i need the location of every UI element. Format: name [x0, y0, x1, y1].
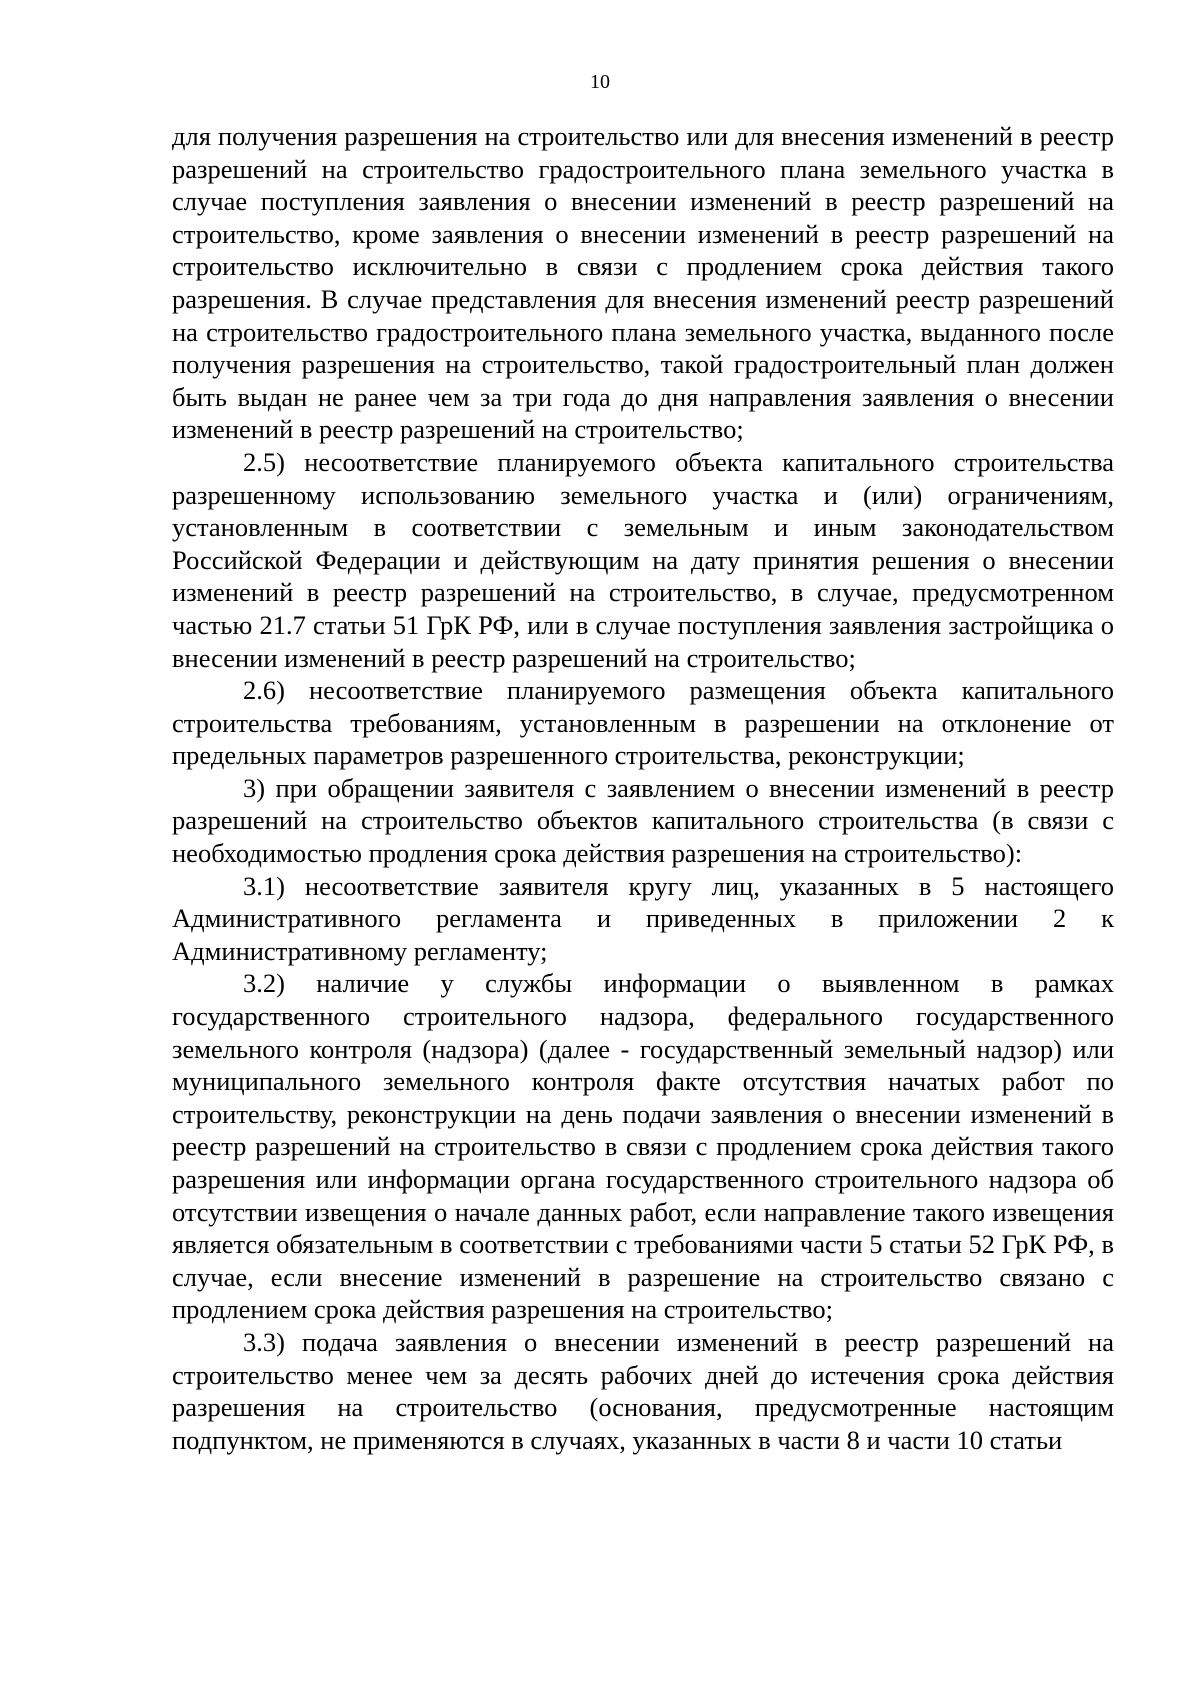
paragraph-2-5: 2.5) несоответствие планируемого объекта капитального строительства разрешенному использованию земельного участка и (или) ограничениям, установленным в соответствии с земельным и иным законодательством Российской Федерации и действующим на дату принятия решения о внесении изменений в реестр разрешений на строительство, в случае, предусмотренном частью 21.7 статьи 51 ГрК РФ, или в случае поступления заявления застройщика о внесении изменений в реестр разрешений на строительство;	[172, 446, 1114, 673]
paragraph-2-6: 2.6) несоответствие планируемого размещения объекта капитального строительства требованиям, установленным в разрешении на отклонение от предельных параметров разрешенного строительства, реконструкции;	[172, 675, 1114, 771]
paragraph-3-2: 3.2) наличие у службы информации о выявленном в рамках государственного строительного надзора, федерального государственного земельного контроля (надзора) (далее - государственный земельный надзор) или муниципального земельного контроля факте отсутствия начатых работ по строительству, реконструкции на день подачи заявления о внесении изменений в реестр разрешений на строительство в связи с продлением срока действия такого разрешения или информации органа государственного строительного надзора об отсутствии извещения о начале данных работ, если направление такого извещения является обязательным в соответствии с требованиями части 5 статьи 52 ГрК РФ, в случае, если внесение изменений в разрешение на строительство связано с продлением срока действия разрешения на строительство;	[172, 968, 1114, 1325]
paragraph-continuation: для получения разрешения на строительство или для внесения изменений в реестр разрешений на строительство градостроительного плана земельного участка в случае поступления заявления о внесении изменений в реестр разрешений на строительство, кроме заявления о внесении изменений в реестр разрешений на строительство исключительно в связи с продлением срока действия такого разрешения. В случае представления для внесения изменений реестр разрешений на строительство градостроительного плана земельного участка, выданного после получения разрешения на строительство, такой градостроительный план должен быть выдан не ранее чем за три года до дня направления заявления о внесении изменений в реестр разрешений на строительство;	[172, 121, 1114, 445]
paragraph-3: 3) при обращении заявителя с заявлением о внесении изменений в реестр разрешений на строительство объектов капитального строительства (в связи с необходимостью продления срока действия разрешения на строительство):	[172, 772, 1114, 869]
paragraph-3-1: 3.1) несоответствие заявителя кругу лиц, указанных в 5 настоящего Административного регламента и приведенных в приложении 2 к Административному регламенту;	[172, 870, 1114, 966]
document-body	[172, 120, 1114, 1456]
paragraph-3-3: 3.3) подача заявления о внесении изменений в реестр разрешений на строительство менее чем за десять рабочих дней до истечения срока действия разрешения на строительство (основания, предусмотренные настоящим подпунктом, не применяются в случаях, указанных в части 8 и части 10 статьи	[172, 1326, 1114, 1455]
page-number: 10	[590, 71, 610, 93]
